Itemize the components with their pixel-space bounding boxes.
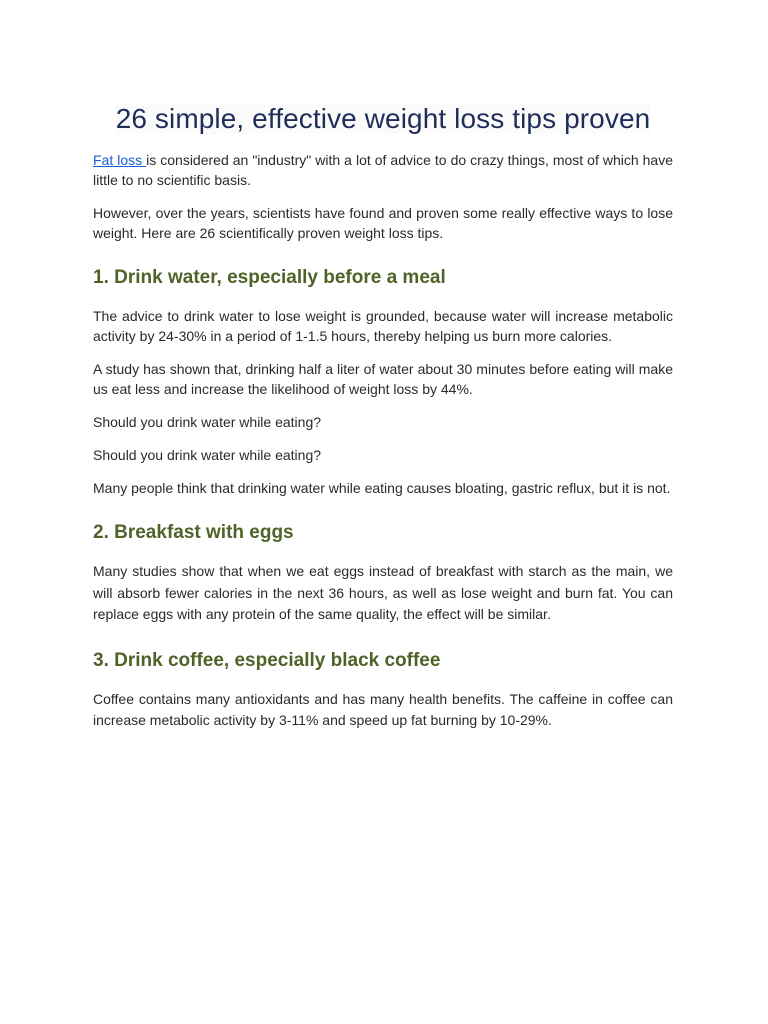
section-1-paragraph-3: Should you drink water while eating? <box>93 414 322 430</box>
document-page <box>93 100 673 745</box>
section-2-paragraph-1: Many studies show that when we eat eggs instead of breakfast with starch as the main, we will absorb fewer calories in the next 36 hours, as well as lose weight and burn fat. You can replace eggs with any protein of the same quality, the effect will be similar. <box>93 563 673 622</box>
fat-loss-link[interactable]: Fat loss <box>93 152 147 168</box>
section-heading-3: 3. Drink coffee, especially black coffee <box>93 649 441 671</box>
page-title-text: 26 simple, effective weight loss tips proven <box>115 103 651 134</box>
intro-paragraph-1-text: is considered an "industry" with a lot of advice to do crazy things, most of which have little to no scientific basis. <box>93 152 674 188</box>
section-1-paragraph-1: The advice to drink water to lose weight is grounded, because water will increase metabolic activity by 24-30% in a period of 1-1.5 hours, thereby helping us burn more calories. <box>93 308 673 344</box>
section-1-paragraph-2: A study has shown that, drinking half a liter of water about 30 minutes before eating will make us eat less and increase the likelihood of weight loss by 44%. <box>93 361 673 397</box>
section-heading-1: 1. Drink water, especially before a meal <box>93 267 446 288</box>
section-3-paragraph-1: Coffee contains many antioxidants and has many health benefits. The caffeine in coffee can increase metabolic activity by 3-11% and speed up fat burning by 10-29%. <box>93 690 673 728</box>
page-title <box>93 100 673 138</box>
section-1-paragraph-4: Should you drink water while eating? <box>93 447 322 463</box>
intro-paragraph-1 <box>93 150 673 190</box>
intro-paragraph-2: However, over the years, scientists have found and proven some really effective ways to lose weight. Here are 26 scientifically proven weight loss tips. <box>93 205 673 241</box>
section-heading-2: 2. Breakfast with eggs <box>93 522 294 543</box>
section-1-paragraph-5: Many people think that drinking water while eating causes bloating, gastric reflux, but it is not. <box>93 480 671 496</box>
